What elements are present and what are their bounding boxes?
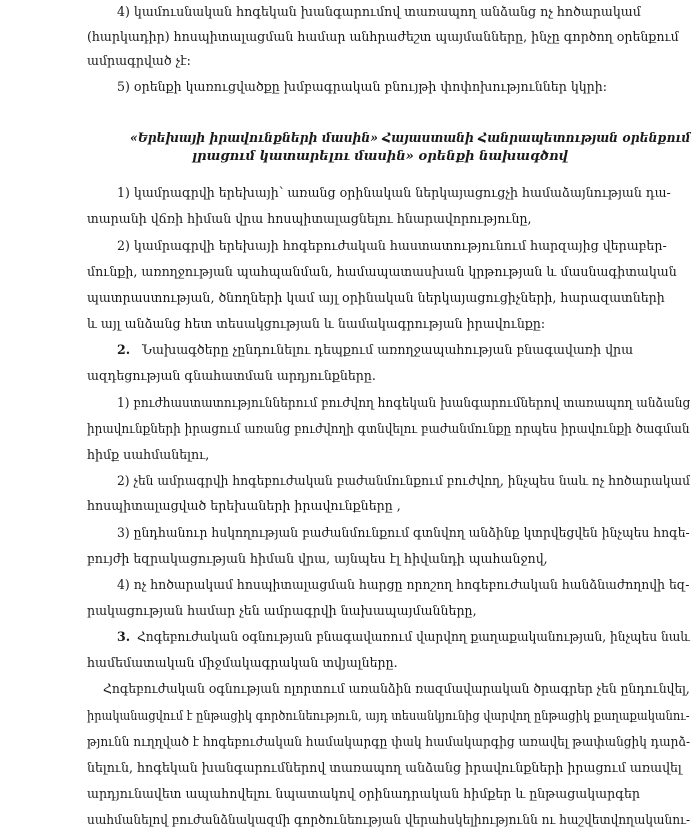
text-line: 2) չեն ամրագրվի հոգեբուժական բաժանմունքում բուժվող, ինչպես նաև ոչ հոծարակամ bbox=[117, 473, 691, 488]
section-title: լրացում կատարելու մասին» օրենքի նախագծով bbox=[192, 149, 569, 164]
text-line: մունքի, առողջության պահպանման, համապատասխան կրթության և մասնագիտական bbox=[87, 264, 677, 279]
text-line: արդյունավետ ապահովելու նպատակով օրինադրական հիմքեր և ընթացակարգեր bbox=[87, 786, 640, 801]
text-line: տարանի վճռի հիման վրա հոսպիտալացնելու հնարավորությունը, bbox=[87, 211, 532, 226]
text-line: 4) կամուսնական հոգեկան խանգարումով տառապող անձանց ոչ հոծարակամ bbox=[117, 4, 641, 19]
text-line: թյունն ուղղված է հոգեբուժական համակարգը փակ համակարգից առավել թափանցիկ դարձ- bbox=[87, 734, 691, 749]
text-line: Նախագծերը չընդունելու դեպքում առողջապահության բնագավառի վրա bbox=[142, 342, 634, 357]
text-line: ազդեցության գնահատման արդյունքները. bbox=[87, 368, 376, 383]
text-line: 2) կամրագրվի երեխայի հոգեբուժական հաստատությունում հարզայից վերաբեր- bbox=[117, 238, 667, 253]
text-line: իրավունքների իրացում առանց բուժվողի գտնվելու բաժանմունքը որպես իրավունքի ծագման bbox=[87, 421, 690, 436]
text-line: նելուն, հոգեկան խանգարումներով տառապող անձանց իրավունքների իրացում առավել bbox=[87, 760, 682, 775]
text-line: 1) բուժհաստատություններում բուժվող հոգեկան խանգարումներով տառապող անձանց bbox=[117, 395, 691, 410]
text-line: սահմանելով բուժանձնակազմի գործունեության վերահսկելիությունն ու հաշվետվողականու- bbox=[87, 812, 691, 827]
text-line: հիմք սահմանելու, bbox=[87, 447, 210, 462]
text-line: (հարկադիր) հոսպիտալացման համար անհրաժեշտ պայմանները, ինչը գործող օրենքում bbox=[87, 29, 679, 44]
text-line: 4) ոչ հոծարակամ հոսպիտալացման հարցը որոշող հոգեբուժական հանձնաժողովի եզ- bbox=[117, 577, 690, 592]
text-line: Հոգեբուժական օգնության բնագավառում վարվող քաղաքականության, ինչպես նաև bbox=[137, 629, 690, 644]
text-line: 1) կամրագրվի երեխայի՝ առանց օրինական ներկայացուցչի համաձայնության դա- bbox=[117, 185, 671, 200]
text-line: 5) օրենքի կառուցվածքը խմբագրական բնույթի փոփոխություններ կկրի: bbox=[117, 79, 607, 94]
text-line: իրականացվում է ընթացիկ գործունեություն, այդ տեսանկյունից վարվող ընթացիկ քաղաքականու- bbox=[87, 708, 690, 723]
text-line: րակացության համար չեն ամրագրվի նախապայմանները, bbox=[87, 603, 477, 618]
section-title: «Երեխայի իրավունքների մասին» Հայաստանի Հանրապետության օրենքում bbox=[130, 131, 691, 146]
section-number: 2. bbox=[117, 342, 131, 357]
text-line: բույժի եզրակացության հիման վրա, այնպես էլ հիվանդի պահանջով, bbox=[87, 551, 548, 566]
text-line: և այլ անձանց հետ տեսակցության և նամակագրության իրավունքը: bbox=[87, 316, 546, 331]
text-line: պատրաստության, ծնողների կամ այլ օրինական ներկայացուցիչների, հարազատների bbox=[87, 290, 665, 305]
section-number: 3. bbox=[117, 629, 131, 644]
text-line: հոսպիտալացված երեխաների իրավունքները , bbox=[87, 498, 401, 513]
text-line: 3) ընդհանուր հսկողության բաժանմունքում գտնվող անձինք կտրվեցվեն ինչպես հոգե- bbox=[117, 525, 690, 540]
text-line: ամրագրված չէ: bbox=[87, 53, 191, 68]
text-line: Հոգեբուժական օգնության ոլորտում առանձին ռազմավարական ծրագրեր չեն ընդունվել, bbox=[103, 681, 690, 696]
text-line: համեմատական միջմակագրական տվյալները. bbox=[87, 655, 398, 670]
